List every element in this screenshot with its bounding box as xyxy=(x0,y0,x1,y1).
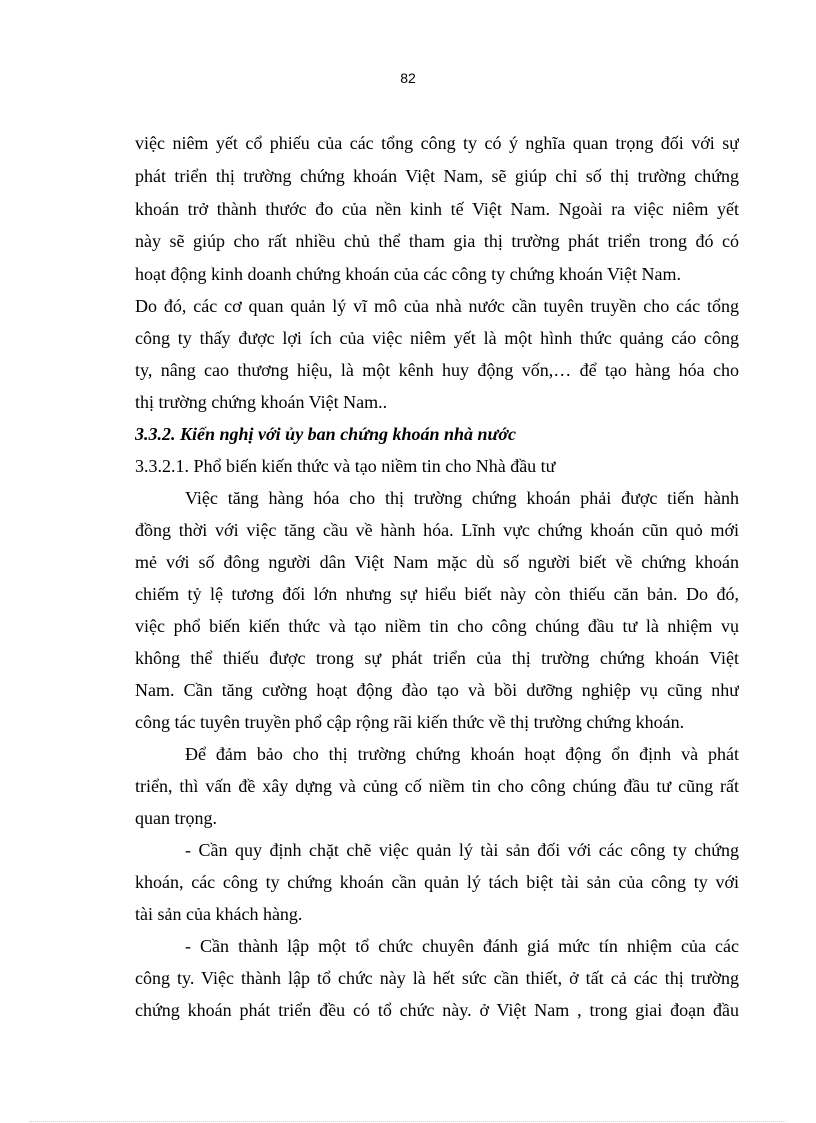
body-line: hoạt động kinh doanh chứng khoán của các công ty chứng khoán Việt Nam. xyxy=(135,264,681,284)
page-bottom-divider xyxy=(30,1121,786,1122)
body-line: công ty thấy được lợi ích của việc niêm yết là một hình thức quảng cáo công xyxy=(135,328,739,348)
page-number: 82 xyxy=(400,70,416,86)
section-heading: 3.3.2. Kiến nghị với ủy ban chứng khoán nhà nước xyxy=(135,424,516,444)
body-line: việc phổ biến kiến thức và tạo niềm tin cho công chúng đầu tư là nhiệm vụ xyxy=(135,616,739,636)
body-line: công ty. Việc thành lập tổ chức này là hết sức cần thiết, ở tất cả các thị trường xyxy=(135,968,739,988)
body-line: Việc tăng hàng hóa cho thị trường chứng khoán phải được tiến hành xyxy=(185,488,739,508)
body-line: Nam. Cần tăng cường hoạt động đào tạo và bồi dưỡng nghiệp vụ cũng như xyxy=(135,680,739,700)
body-line: việc niêm yết cổ phiếu của các tổng công ty có ý nghĩa quan trọng đối với sự xyxy=(135,133,739,153)
list-item: - Cần quy định chặt chẽ việc quản lý tài sản đối với các công ty chứng xyxy=(185,840,739,860)
body-line: phát triển thị trường chứng khoán Việt Nam, sẽ giúp chỉ số thị trường chứng xyxy=(135,166,739,186)
body-line: quan trọng. xyxy=(135,808,217,828)
body-line: này sẽ giúp cho rất nhiều chủ thể tham gia thị trường phát triển trong đó có xyxy=(135,231,739,251)
body-line: khoán, các công ty chứng khoán cần quản lý tách biệt tài sản của công ty với xyxy=(135,872,739,892)
body-line: mẻ với số đông người dân Việt Nam mặc dù số người biết về chứng khoán xyxy=(135,552,739,572)
body-line: thị trường chứng khoán Việt Nam.. xyxy=(135,392,388,412)
body-line: ty, nâng cao thương hiệu, là một kênh huy động vốn,… để tạo hàng hóa cho xyxy=(135,360,739,380)
body-line: chiếm tỷ lệ tương đối lớn nhưng sự hiểu biết này còn thiếu căn bản. Do đó, xyxy=(135,584,739,604)
body-line: Để đảm bảo cho thị trường chứng khoán hoạt động ổn định và phát xyxy=(185,744,739,764)
body-line: chứng khoán phát triển đều có tổ chức này. ở Việt Nam , trong giai đoạn đầu xyxy=(135,1000,739,1020)
list-item: - Cần thành lập một tổ chức chuyên đánh giá mức tín nhiệm của các xyxy=(185,936,739,956)
body-line: công tác tuyên truyền phổ cập rộng rãi kiến thức về thị trường chứng khoán. xyxy=(135,712,685,732)
body-line: Do đó, các cơ quan quản lý vĩ mô của nhà nước cần tuyên truyền cho các tổng xyxy=(135,296,739,316)
body-line: đồng thời với việc tăng cầu về hành hóa. Lĩnh vực chứng khoán cũn quỏ mới xyxy=(135,520,739,540)
body-line: không thể thiếu được trong sự phát triển của thị trường chứng khoán Việt xyxy=(135,648,739,668)
body-line: tài sản của khách hàng. xyxy=(135,904,303,924)
subsection-heading: 3.3.2.1. Phổ biến kiến thức và tạo niềm tin cho Nhà đầu tư xyxy=(135,456,556,476)
body-line: khoán trở thành thước đo của nền kinh tế Việt Nam. Ngoài ra việc niêm yết xyxy=(135,199,739,219)
body-line: triển, thì vấn đề xây dựng và củng cố niềm tin cho công chúng đầu tư cũng rất xyxy=(135,776,739,796)
